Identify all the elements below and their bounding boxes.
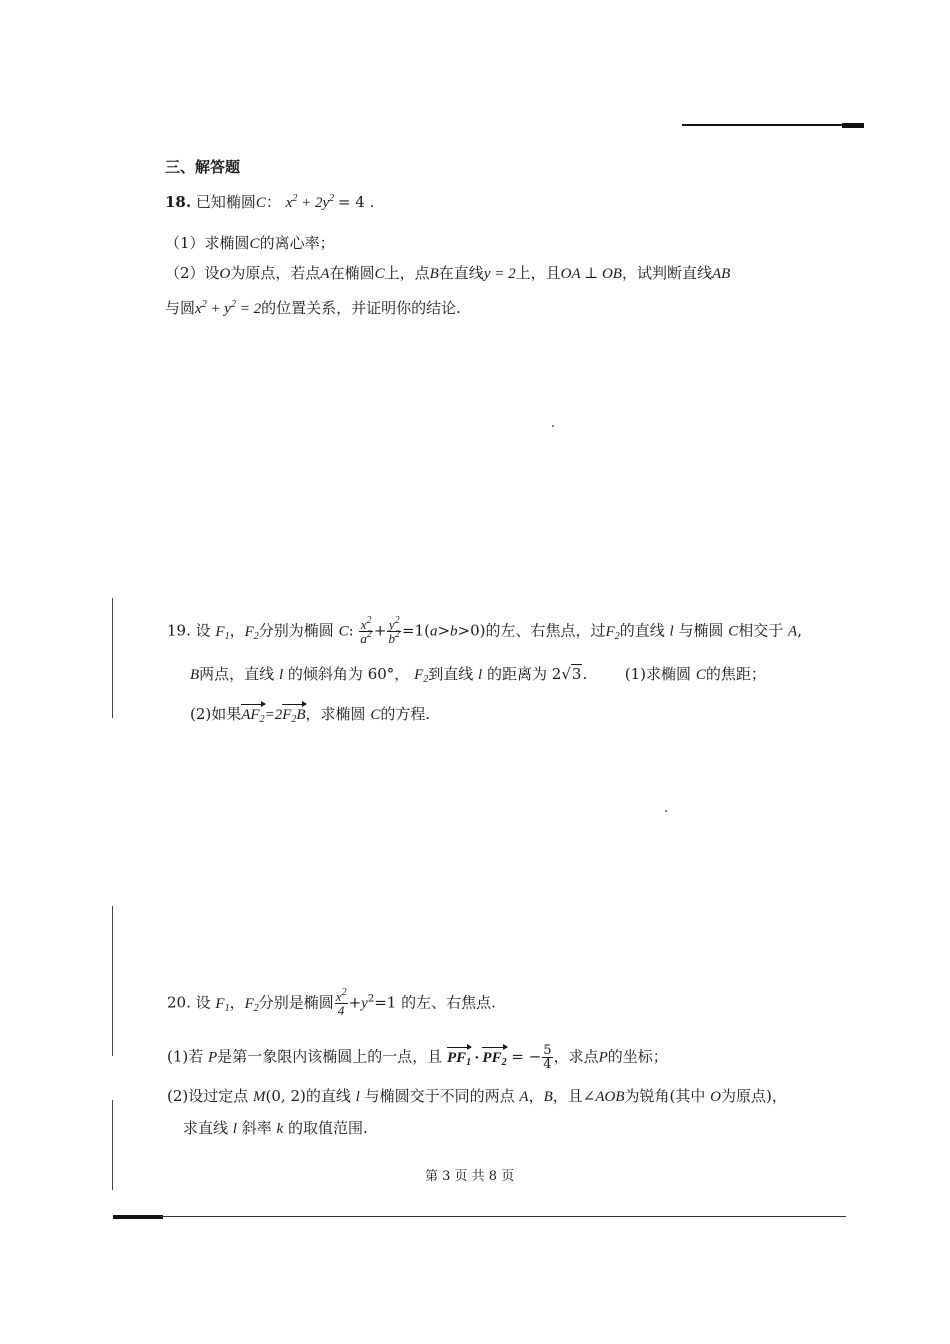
ellipse-name: C [374,266,385,282]
section-heading: 三、解答题 [165,158,241,176]
scan-line-bottom [160,1216,846,1217]
line-eq: y = 2 [483,266,516,282]
text: 两点，直线 [199,665,275,683]
var-A: A [788,623,798,640]
ellipse-name: C [255,195,266,211]
points-A-B: A [519,1089,529,1105]
text: 到直线 [428,665,474,683]
text: 分别是椭圆 [258,993,334,1012]
line-l: l [278,667,284,683]
text: 为原点，若点 [230,264,321,282]
fraction-x2-a2: $\frac{x^2}{a^2}$ [360,615,372,646]
question-18-part-1 [165,233,335,254]
text: 与椭圆 [678,621,724,640]
scan-speck [552,425,554,427]
point-M: M [253,1089,266,1105]
line-l: l [232,1121,237,1137]
question-19-line-2 [190,664,766,685]
var-B: B [190,667,200,683]
var-F1: $F_1$ [215,995,230,1014]
text: 的倾斜角为 60°， [287,665,410,683]
text: 的直线 [619,621,665,640]
var-P: P [598,1049,608,1066]
var-F2: $F_2$ [605,623,620,642]
equation-prefix: ： [265,193,281,211]
text: (1)若 [167,1047,204,1066]
var-k: k [276,1121,284,1137]
var-A: A [320,266,330,282]
scan-line-top [682,124,842,126]
scan-speck [665,810,667,812]
stem-text: 已知椭圆 [195,193,256,211]
text: (2)设过定点 [167,1087,249,1105]
text: (2)如果 [190,705,242,723]
fraction-y2-b2: $\frac{y^2}{b^2}$ [388,615,400,646]
text: 的左、右焦点. [401,993,496,1012]
question-18-part-2-line-2 [165,298,461,319]
ellipse-name: C [695,667,706,683]
page-footer: 第 3 页 共 8 页 [425,1169,515,1184]
question-20-part-2: (2)设过定点 M(0, 2)的直线 l 与椭圆交于不同的两点 A，B，且∠AOB为锐角(其中 O为原点)， [167,1087,787,1105]
text: 为锐角(其中 [624,1087,706,1105]
question-20-part-1: (1)若 P是第一象限内该椭圆上的一点，且 $PF_1 \cdot PF_2$ = − $\frac{5}{4}$ ，求点P的坐标； [167,1043,668,1072]
fraction-5-4: $\frac{5}{4}$ [543,1043,552,1072]
text: (1)求椭圆 [624,665,692,683]
distance-value: 2√3. [551,665,588,683]
line-l: l [478,667,483,683]
text: 斜率 [241,1119,272,1137]
scan-margin-line-3 [112,1100,113,1190]
scan-line-top-thick [842,123,864,128]
question-19-part-2 [190,704,430,725]
ellipse-name: C [728,623,739,640]
text: 为原点)， [721,1087,787,1105]
fraction-x2-4: $\frac{x^2}{4}$ [335,987,347,1018]
text: （2）设 [165,264,220,282]
question-number: 20. 设 [167,993,211,1012]
var-F2: $F_2$ [244,995,259,1014]
circle-eq: $x^2 + y^2 = 2$ [195,299,262,317]
perp-condition: OA ⊥ OB [560,266,622,282]
text: 在直线 [438,264,484,282]
var-P: P [208,1049,218,1066]
ellipse-name: C [338,623,349,640]
text: ，且∠ [552,1087,596,1105]
text: 的距离为 [486,665,547,683]
text: ，求椭圆 [305,705,366,723]
var-O: O [219,266,231,282]
part-text: 的离心率； [259,234,335,252]
vector-condition: $AF_2=2F_2B$ [241,707,306,725]
var-F2: $F_2$ [244,623,259,642]
text: 求直线 [183,1119,229,1137]
question-18-stem [165,192,374,213]
text: 的取值范围. [288,1119,368,1137]
line-l: l [355,1089,360,1105]
question-18-part-2 [165,263,730,284]
part-label: （1）求椭圆 [165,234,250,252]
text: ，求点 [553,1047,599,1066]
equation-end: = 4 . [337,193,375,211]
dot-product: $PF_1 \cdot PF_2$ [447,1049,507,1068]
text: 上，点 [384,264,430,282]
text: 是第一象限内该椭圆上的一点，且 [217,1047,443,1066]
text: 在椭圆 [329,264,375,282]
text: 的左、右焦点，过 [485,621,606,640]
ellipse-name: C [370,707,381,723]
question-20-stem: 20. 设 $F_1$，$F_2$分别是椭圆 $\frac{x^2}{4}$ $+y^2=1$ 的左、右焦点. [167,987,496,1018]
var-F2: $F_2$ [414,667,429,685]
question-19-stem: 19. 设 $F_1$，$F_2$分别为椭圆 C: $\frac{x^2}{a^2}$ + $\frac{y^2}{b^2}$ =1(a>b>0)的左、右焦点，过$F_2$的直线 l 与椭圆 C相交于 A, [167,615,802,646]
text: 分别为椭圆 [258,621,334,640]
text: 与椭圆交于不同的两点 [364,1087,515,1105]
text: 的位置关系，并证明你的结论. [261,299,461,317]
text: ，试判断直线 [621,264,712,282]
ellipse-name: C [249,236,260,252]
question-number: 19. 设 [167,621,211,640]
text: 的焦距； [705,665,766,683]
var-B: B [429,266,439,282]
equation: $x^2 + 2y^2$ [285,193,335,211]
angle-AOB: AOB [595,1089,625,1105]
scan-margin-line-1 [112,598,113,718]
line-l: l [669,623,674,640]
text: 的方程. [380,705,431,723]
question-20-part-2-line-2 [183,1118,368,1139]
var-F1: $F_1$ [215,623,230,642]
text: 与圆 [165,299,196,317]
scan-line-bottom-thick [113,1215,163,1219]
text: 的坐标； [607,1047,668,1066]
scan-margin-line-2 [112,906,113,1056]
var-O: O [710,1089,721,1105]
text: 上，且 [515,264,561,282]
line-AB: AB [711,266,731,282]
text: 相交于 [738,621,784,640]
text: 的直线 [305,1087,351,1105]
question-number: 18. [165,193,192,211]
